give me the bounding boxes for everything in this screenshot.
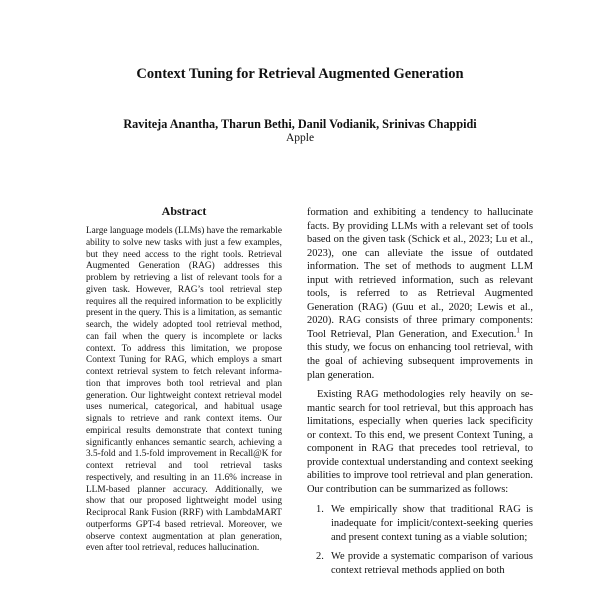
contribution-item [307,550,533,577]
intro-paragraph-1 [307,206,533,382]
introduction-column [307,206,533,583]
contribution-text: We empirically show that traditional RAG is inadequate for implicit/context-seeking queries and present context tuning as a viable solution; [331,504,533,543]
affiliation: Apple [285,132,315,144]
intro-paragraph-1-end: In this study, we focus on enhancing tool retrieval, with the goal of achieving subsequent improvements in plan generation. [307,328,534,381]
contribution-item [307,503,533,544]
author-list: Raviteja Anantha, Tharun Bethi, Danil Vodianik, Srinivas Chappidi [123,117,477,131]
intro-paragraph-1-text: formation and exhibiting a tendency to hallucinate facts. By providing LLMs with a relevant set of tools based on the given task (Schick et al., 2023; Lu et al., 2023), one can alleviate the issue of outdated information. The set of methods to augment LLM input with retrieved information, such as relevant tools, is referred to as Retrieval Augmented Generation (RAG) (Guu et al., 2020; Lewis et al., 2020). RAG consists of three primary components: Tool Retrieval, Plan Generation, and Execution. [307,207,533,340]
contribution-list [307,503,533,577]
contribution-text: We provide a systematic comparison of various context retrieval methods applied on both [331,551,533,576]
contribution-number: 2. [316,551,324,563]
intro-paragraph-2: Existing RAG methodologies rely heavily on semantic search for tool retrieval, but this approach has limitations, especially when queries lack specificity or context. To this end, we present Context Tuning, a component in RAG that precedes tool retrieval, to provide contextual understanding and context seeking abilities to improve tool retrieval and plan generation. Our contribution can be summarized as follows: [307,389,533,495]
abstract-body: Large language models (LLMs) have the remarkable ability to solve new tasks with just a few examples, but they need access to the right tools. Retrieval Augmented Generation (RAG) addresses this problem by retrieving a list of relevant tools for a given task. However, RAG’s tool retrieval step requires all the required information to be explicitly present in the query. This is a limitation, as semantic search, the widely adopted tool retrieval method, can fail when the query is incomplete or lacks context. To address this limitation, we propose Context Tuning for RAG, which employs a smart context retrieval system to fetch relevant information that improves both tool retrieval and plan generation. Our lightweight context retrieval model uses numerical, categorical, and habitual usage signals to retrieve and rank context items. Our empirical results demonstrate that context tuning significantly enhances semantic search, achieving a 3.5-fold and 1.5-fold improvement in Recall@K for context retrieval and tool retrieval tasks respectively, and resulting in an 11.6% increase in LLM-based planner accuracy. Additionally, we show that our proposed lightweight model using Reciprocal Rank Fusion (RRF) with LambdaMART outperforms GPT-4 based retrieval. Moreover, we observe context augmentation at plan generation, even after tool retrieval, reduces hallucination. [86,226,283,554]
contribution-number: 1. [316,504,324,516]
paper-title: Context Tuning for Retrieval Augmented Generation [136,66,464,82]
abstract-section [86,204,282,555]
footnote-marker[interactable]: 1 [516,326,520,335]
abstract-heading: Abstract [161,204,207,218]
